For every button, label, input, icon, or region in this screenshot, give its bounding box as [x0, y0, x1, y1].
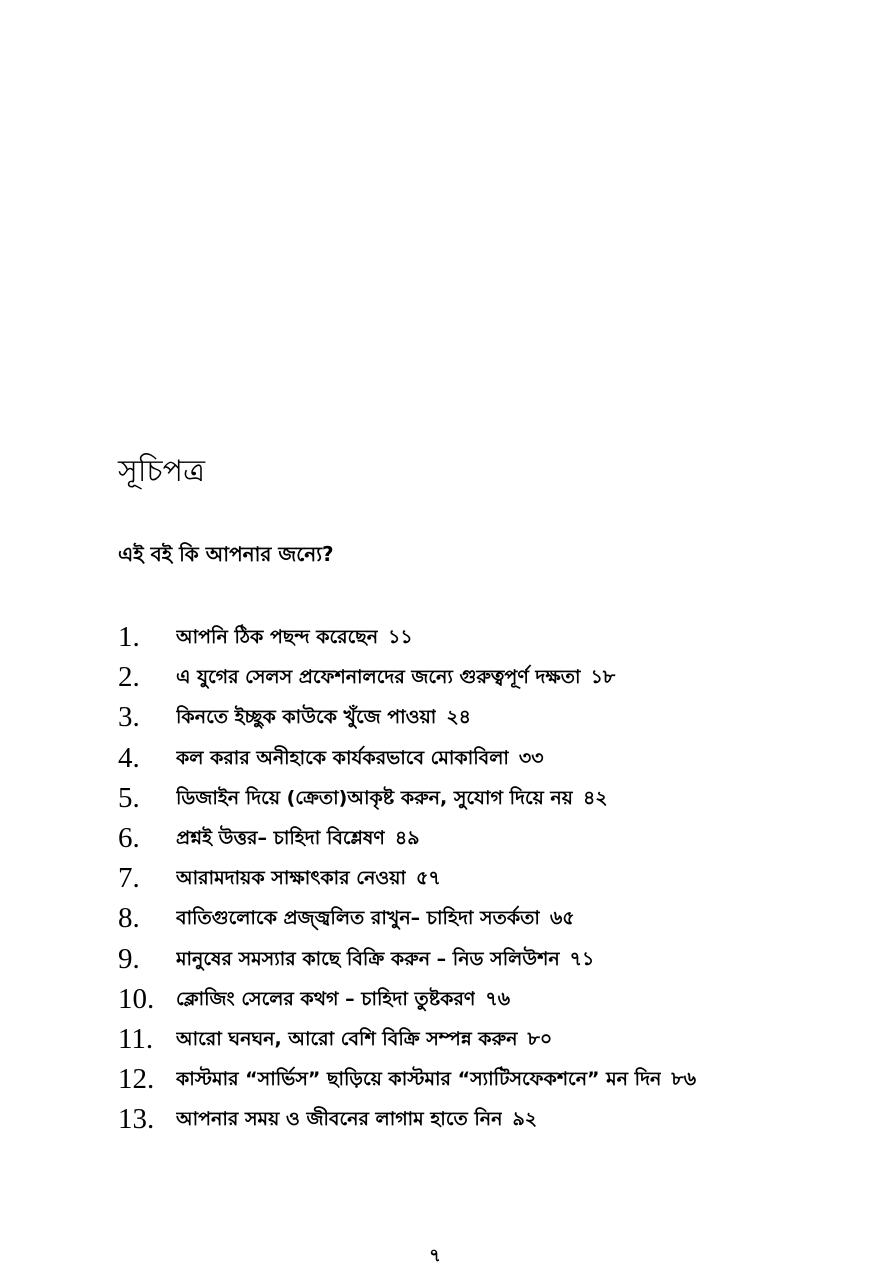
- toc-entry-page: ৪৯: [394, 827, 420, 850]
- toc-entry: [118, 697, 858, 737]
- toc-entry-title: আরামদায়ক সাক্ষাৎকার নেওয়া: [176, 867, 406, 890]
- toc-entry-title: কাস্টমার “সার্ভিস” ছাড়িয়ে কাস্টমার “স্যাটিসফেকশনে” মন দিন: [176, 1068, 662, 1091]
- intro-heading: এই বই কি আপনার জন্যে?: [118, 542, 334, 566]
- toc-entry: [118, 778, 858, 818]
- toc-entry-page: ৯২: [512, 1108, 538, 1131]
- toc-entry-number: 13.: [118, 1103, 155, 1136]
- toc-entry-title: ডিজাইন দিয়ে (ক্রেতা)আকৃষ্ট করুন, সুযোগ দিয়ে নয়: [176, 786, 573, 809]
- toc-entry-title: প্রশ্নই উত্তর– চাহিদা বিশ্লেষণ: [176, 827, 385, 850]
- toc-entry-title: আপনার সময় ও জীবনের লাগাম হাতে নিন: [176, 1108, 503, 1131]
- toc-entry-title: ক্লোজিং সেলের কথগ – চাহিদা তুষ্টকরণ: [176, 987, 476, 1010]
- toc-entry-number: 6.: [118, 822, 140, 855]
- toc-entry-number: 10.: [118, 982, 155, 1015]
- toc-entry: [118, 858, 858, 898]
- toc-entry-title: আপনি ঠিক পছন্দ করেছেন: [176, 626, 379, 649]
- toc-entry-title: আরো ঘনঘন, আরো বেশি বিক্রি সম্পন্ন করুন: [176, 1027, 518, 1050]
- toc-entry: [118, 617, 858, 657]
- toc-entry: [118, 1099, 858, 1139]
- toc-entry: [118, 657, 858, 697]
- toc-entry-page: ৭৬: [485, 987, 511, 1010]
- toc-entry-page: ২৪: [446, 706, 472, 729]
- toc-entry-page: ৩৩: [518, 746, 544, 769]
- toc-entry-number: 8.: [118, 902, 140, 935]
- toc-entry-page: ৮৬: [671, 1068, 697, 1091]
- toc-entry: [118, 1019, 858, 1059]
- toc-entry-page: ৫৭: [416, 867, 441, 890]
- page-number: ৭: [429, 1245, 441, 1266]
- toc-entry-number: 1.: [118, 621, 140, 654]
- toc-entry-number: 9.: [118, 942, 140, 975]
- toc-entry: [118, 1059, 858, 1099]
- toc-entry: [118, 979, 858, 1019]
- toc-entry: [118, 738, 858, 778]
- toc-entry-number: 7.: [118, 862, 140, 895]
- toc-entry-page: ৭১: [569, 947, 595, 970]
- toc-entry: [118, 939, 858, 979]
- toc-entry-number: 5.: [118, 781, 140, 814]
- toc-entry-number: 3.: [118, 701, 140, 734]
- table-of-contents: [118, 617, 858, 1139]
- toc-entry-page: ৮০: [527, 1027, 553, 1050]
- toc-entry-title: কিনতে ইচ্ছুক কাউকে খুঁজে পাওয়া: [176, 706, 437, 729]
- toc-entry-page: ৪২: [582, 786, 608, 809]
- toc-entry-title: এ যুগের সেলস প্রফেশনালদের জন্যে গুরুত্বপূর্ণ দক্ষতা: [176, 666, 581, 689]
- page-title: সূচিপত্র: [118, 454, 205, 489]
- toc-entry-number: 4.: [118, 741, 140, 774]
- toc-entry-page: ১৮: [590, 666, 616, 689]
- toc-entry-title: কল করার অনীহাকে কার্যকরভাবে মোকাবিলা: [176, 746, 509, 769]
- toc-entry: [118, 898, 858, 938]
- toc-entry-page: ১১: [388, 626, 413, 649]
- toc-entry-number: 12.: [118, 1063, 155, 1096]
- toc-entry: [118, 818, 858, 858]
- toc-entry-title: বাতিগুলোকে প্রজ্জ্বলিত রাখুন– চাহিদা সতর্কতা: [176, 907, 540, 930]
- toc-entry-page: ৬৫: [549, 907, 575, 930]
- toc-entry-number: 2.: [118, 661, 140, 694]
- toc-entry-title: মানুষের সমস্যার কাছে বিক্রি করুন – নিড সলিউশন: [176, 947, 560, 970]
- toc-entry-number: 11.: [118, 1022, 154, 1055]
